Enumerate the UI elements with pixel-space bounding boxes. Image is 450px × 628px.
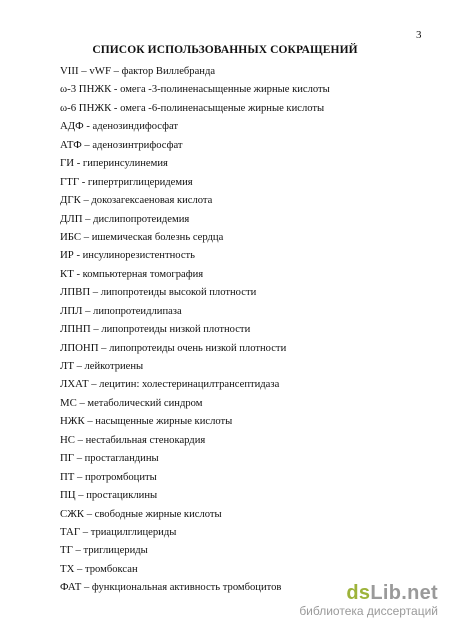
watermark-brand-net: .net xyxy=(401,582,438,604)
abbreviation-definition: – триглицериды xyxy=(72,545,148,557)
abbreviation-item xyxy=(60,357,330,375)
abbreviation-term: ТХ xyxy=(60,562,75,575)
abbreviation-term: ЛПВП xyxy=(60,286,91,299)
abbreviation-item xyxy=(60,228,330,246)
abbreviation-definition: – протромбоциты xyxy=(74,471,157,483)
abbreviation-item xyxy=(60,578,330,596)
abbreviation-term: ДЛП xyxy=(60,212,83,225)
watermark-tagline: библиотека диссертаций xyxy=(299,604,438,618)
abbreviation-definition: - инсулинорезистентность xyxy=(73,250,195,262)
watermark-brand-ds: ds xyxy=(346,582,371,604)
abbreviation-item xyxy=(60,99,330,117)
abbreviation-item xyxy=(60,283,330,301)
abbreviation-list xyxy=(60,62,330,597)
abbreviation-item xyxy=(60,431,330,449)
abbreviation-term: ГИ xyxy=(60,157,75,170)
page-number: 3 xyxy=(416,29,422,41)
abbreviation-term: ДГК xyxy=(60,194,81,207)
abbreviation-term: ФАТ xyxy=(60,581,82,594)
abbreviation-definition: – триацилглицериды xyxy=(80,526,177,538)
abbreviation-term: ЛТ xyxy=(60,360,74,372)
abbreviation-term: ПГ xyxy=(60,452,75,465)
abbreviation-item xyxy=(60,62,330,80)
abbreviation-term: ПТ xyxy=(60,470,75,483)
abbreviation-item xyxy=(60,375,330,393)
abbreviation-definition: – свободные жирные кислоты xyxy=(84,508,222,520)
abbreviation-term: СЖК xyxy=(60,507,85,520)
abbreviation-definition: – функциональная активность тромбоцитов xyxy=(81,582,282,594)
abbreviation-item xyxy=(60,468,330,486)
watermark-brand-lib: Lib xyxy=(370,582,402,604)
abbreviation-term: МС xyxy=(60,396,77,409)
abbreviation-term: НС xyxy=(60,433,75,446)
abbreviation-term: ЛХАТ xyxy=(60,378,89,391)
abbreviation-term: АДФ xyxy=(60,120,84,133)
abbreviation-item xyxy=(60,320,330,338)
abbreviation-item xyxy=(60,191,330,209)
abbreviation-item xyxy=(60,505,330,523)
abbreviation-definition: - гипертриглицеридемия xyxy=(79,176,193,188)
abbreviation-definition: – липопротеидлипаза xyxy=(82,305,182,317)
abbreviation-definition: - гиперинсулинемия xyxy=(74,158,168,170)
abbreviation-item xyxy=(60,173,330,191)
abbreviation-definition: – фактор Виллебранда xyxy=(110,66,216,77)
abbreviation-item xyxy=(60,560,330,578)
abbreviation-definition: – липопротеиды низкой плотности xyxy=(90,324,251,336)
abbreviation-definition: – ишемическая болезнь сердца xyxy=(81,231,224,243)
abbreviation-term: ЛПОНП xyxy=(60,341,99,354)
abbreviation-term: VIII – vWF xyxy=(60,65,111,77)
abbreviation-definition: – нестабильная стенокардия xyxy=(75,434,206,446)
abbreviation-definition: – метаболический синдром xyxy=(76,397,203,409)
abbreviation-item xyxy=(60,136,330,154)
abbreviation-item xyxy=(60,523,330,541)
abbreviation-term: ω-6 ПНЖК xyxy=(60,101,112,114)
abbreviation-definition: - омега -6-полиненасыщеные жирные кислоты xyxy=(111,102,325,114)
abbreviation-term: ω-3 ПНЖК xyxy=(60,83,112,96)
abbreviation-definition: – липопротеиды высокой плотности xyxy=(90,287,257,299)
abbreviation-definition: – аденозинтрифосфат xyxy=(81,139,183,151)
abbreviation-item xyxy=(60,412,330,430)
document-title: СПИСОК ИСПОЛЬЗОВАННЫХ СОКРАЩЕНИЙ xyxy=(92,44,358,56)
abbreviation-item xyxy=(60,541,330,559)
abbreviation-definition: – дислипопротеидемия xyxy=(82,213,190,225)
abbreviation-item xyxy=(60,246,330,264)
abbreviation-term: НЖК xyxy=(60,415,85,428)
site-watermark[interactable] xyxy=(299,582,438,618)
abbreviation-item xyxy=(60,117,330,135)
watermark-logo xyxy=(299,582,438,604)
abbreviation-item xyxy=(60,486,330,504)
abbreviation-item xyxy=(60,210,330,228)
abbreviation-item xyxy=(60,449,330,467)
abbreviation-item xyxy=(60,302,330,320)
abbreviation-item xyxy=(60,339,330,357)
abbreviation-definition: – докозагексаеновая кислота xyxy=(80,195,213,207)
abbreviation-term: ИР xyxy=(60,249,74,262)
abbreviation-definition: – лейкотриены xyxy=(73,361,144,372)
abbreviation-definition: – липопротеиды очень низкой плотности xyxy=(98,342,287,354)
abbreviation-item xyxy=(60,265,330,283)
abbreviation-term: ПЦ xyxy=(60,489,76,502)
abbreviation-definition: – простациклины xyxy=(75,490,158,502)
abbreviation-term: ЛПНП xyxy=(60,323,91,336)
abbreviation-term: ИБС xyxy=(60,230,82,243)
abbreviation-definition: – тромбоксан xyxy=(74,563,138,575)
abbreviation-term: ТАГ xyxy=(60,525,81,538)
abbreviation-definition: - компьютерная томография xyxy=(73,268,204,280)
abbreviation-term: ЛПЛ xyxy=(60,304,83,317)
abbreviation-term: АТФ xyxy=(60,138,82,151)
abbreviation-term: ТГ xyxy=(60,544,73,557)
abbreviation-item xyxy=(60,394,330,412)
abbreviation-definition: – насыщенные жирные кислоты xyxy=(84,416,233,428)
abbreviation-definition: - аденозиндифосфат xyxy=(83,121,179,133)
abbreviation-definition: - омега -3-полиненасыщенные жирные кислоты xyxy=(111,84,330,96)
abbreviation-item xyxy=(60,80,330,98)
abbreviation-item xyxy=(60,154,330,172)
abbreviation-term: ГТГ xyxy=(60,175,80,188)
abbreviation-definition: – простагландины xyxy=(74,453,159,465)
abbreviation-term: КТ xyxy=(60,267,74,280)
abbreviation-definition: – лецитин: холестеринацилтрансептидаза xyxy=(88,379,280,391)
